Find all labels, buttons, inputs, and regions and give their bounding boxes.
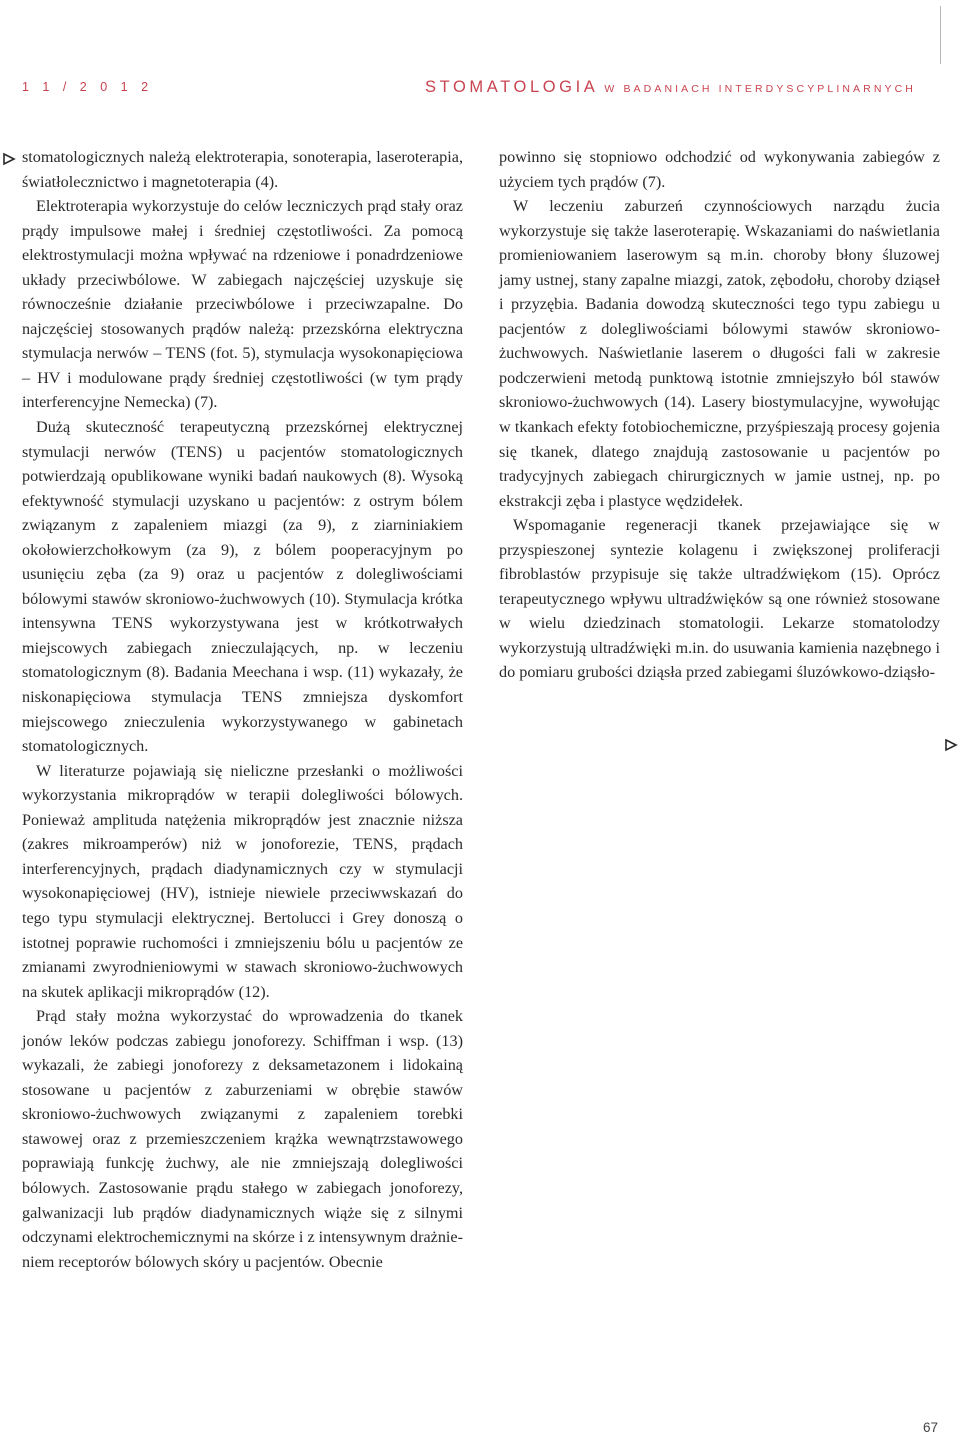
paragraph: W leczeniu zaburzeń czynnościowych narządu żucia wykorzystuje się także laseroterapię. Wskazaniami do naświetlania promieniowaniem laserowym są m.in. choroby błony śluzowej jamy ustnej, stany zapalne miazgi, zatok, zębodołu, choroby dziąseł i przyzębia. Badania dowodzą skuteczności tego typu zabiegu u pacjentów z dolegliwościami bólowymi stawów skroniowo-żuchwowych. Naświetlanie laserem o długości fali w zakresie podczerwieni metodą punktową istotnie zmniejszyło ból stawów skroniowo-żuchwowych (14). Lasery biostymulacyjne, wywołując w tkankach efekty fotobiochemiczne, przyśpieszają procesy gojenia się tkanek, dlatego znajdują zastosowanie u pacjentów po tradycyjnych zabiegach chirurgicznych w jamie ustnej, np. po ekstrakcji zęba i plastyce wędzidełek.: [499, 197, 940, 510]
continuation-arrow-icon: [2, 152, 16, 166]
issue-number: 1 1 / 2 0 1 2: [22, 80, 154, 94]
paragraph: Prąd stały można wykorzystać do wprowadzenia do tkanek jonów leków podczas zabiegu jonoforezy. Schiffman i wsp. (13) wykazali, że zabiegi jonoforezy z deksametazonem i lidokainą stosowane u pacjentów z zaburzeniami w obrębie stawów skroniowo-żuchwowych związanymi z zapaleniem torebki stawowej oraz z przemieszczeniem krążka wewnątrzstawowego poprawiają funkcję żuchwy, ale nie zmniejszają dolegliwości bólowych. Zastosowanie prądu stałego w zabiegach jonoforezy, galwanizacji lub prądów diadynamicznych wiąże się z silnymi odczynami elektrochemicznymi na skórze i z intensywnym drażnieniem receptorów bólowych skóry u pacjentów. Obecnie: [22, 1007, 463, 1271]
paragraph: Dużą skuteczność terapeutyczną przezskórnej elektrycznej stymulacji nerwów (TENS) u pacjentów stomatologicznych potwierdzają opublikowane wyniki badań naukowych (8). Wysoką efektywność stymulacji uzyskano u pacjentów: z ostrym bólem związanym z zapaleniem miazgi (za 9), z ziarniniakiem okołowierzchołkowym (za 9), z bólem pooperacyjnym po usunięciu zęba (za 9) oraz u pacjentów z dolegliwościami bólowymi stawów skroniowo-żuchwowych (10). Stymulacja krótka intensywna TENS wykorzystywana jest w krótkotrwałych miejscowych zabiegach znieczulających, np. w leczeniu stomatologicznym (8). Badania Meechana i wsp. (11) wykazały, że niskonapięciowa stymulacja TENS zmniejsza dyskomfort miejscowego znieczulenia wykorzystywanego w gabinetach stomatologicznych.: [22, 418, 463, 756]
page-number: 67: [922, 1420, 938, 1435]
paragraph: powinno się stopniowo odchodzić od wykonywania zabiegów z użyciem tych prądów (7).: [499, 148, 940, 191]
paragraph: stomatologicznych należą elektroterapia, sonoterapia, laseroterapia, światłolecznictwo i magnetoterapia (4).: [22, 148, 463, 191]
paragraph: Elektroterapia wykorzystuje do celów leczniczych prąd stały oraz prądy impulsowe małej i średniej częstotliwości. Za pomocą elektrostymulacji można wpływać na rdzeniowe i ponadrdzeniowe układy przeciwbólowe. W zabiegach najczęściej uzyskuje się równocześnie działanie przeciwbólowe i przeciwzapalne. Do najczęściej stosowanych prądów należą: przezskórna elektryczna stymulacja nerwów – TENS (fot. 5), stymulacja wysokonapięciowa – HV i modulowane prądy średniej częstotliwości (w tym prądy interferencyjne Nemecka) (7).: [22, 197, 463, 412]
left-column: [22, 145, 463, 1274]
paragraph: W literaturze pojawiają się nieliczne przesłanki o możliwości wykorzystania mikroprądów w terapii dolegliwości bólowych. Ponieważ amplituda natężenia mikroprądów jest znacznie niższa (zakres mikroamperów) niż w jonoforezie, TENS, prądach interferencyjnych, prądach diadynamicznych czy w stymulacji wysokonapięciowej (HV), istnieje niewiele przeciwwskazań do tego typu stymulacji elektrycznej. Bertolucci i Grey donoszą o istotnej poprawie ruchomości i zmniejszeniu bólu u pacjentów ze zmianami zwyrodnieniowymi w stawach skroniowo-żuchwowych na skutek aplikacji mikroprądów (12).: [22, 761, 463, 1001]
journal-name: STOMATOLOGIA: [425, 78, 599, 96]
continuation-arrow-icon: [944, 738, 958, 752]
margin-rule: [940, 6, 941, 64]
journal-title: [425, 78, 916, 97]
journal-subtitle: W BADANIACH INTERDYSCYPLINARNYCH: [598, 83, 916, 95]
right-column: [499, 145, 940, 685]
paragraph: Wspomaganie regeneracji tkanek przejawiające się w przyspieszonej syntezie kolagenu i zwiększonej proliferacji fibroblastów przypisuje się także ultradźwiękom (15). Oprócz terapeutycznego wpływu ultradźwięków są one również stosowane w wielu dziedzinach stomatologii. Lekarze stomatolodzy wykorzystują ultradźwięki m.in. do usuwania kamienia nazębnego i do pomiaru grubości dziąsła przed zabiegami śluzówkowo-dziąsło-: [499, 516, 940, 682]
